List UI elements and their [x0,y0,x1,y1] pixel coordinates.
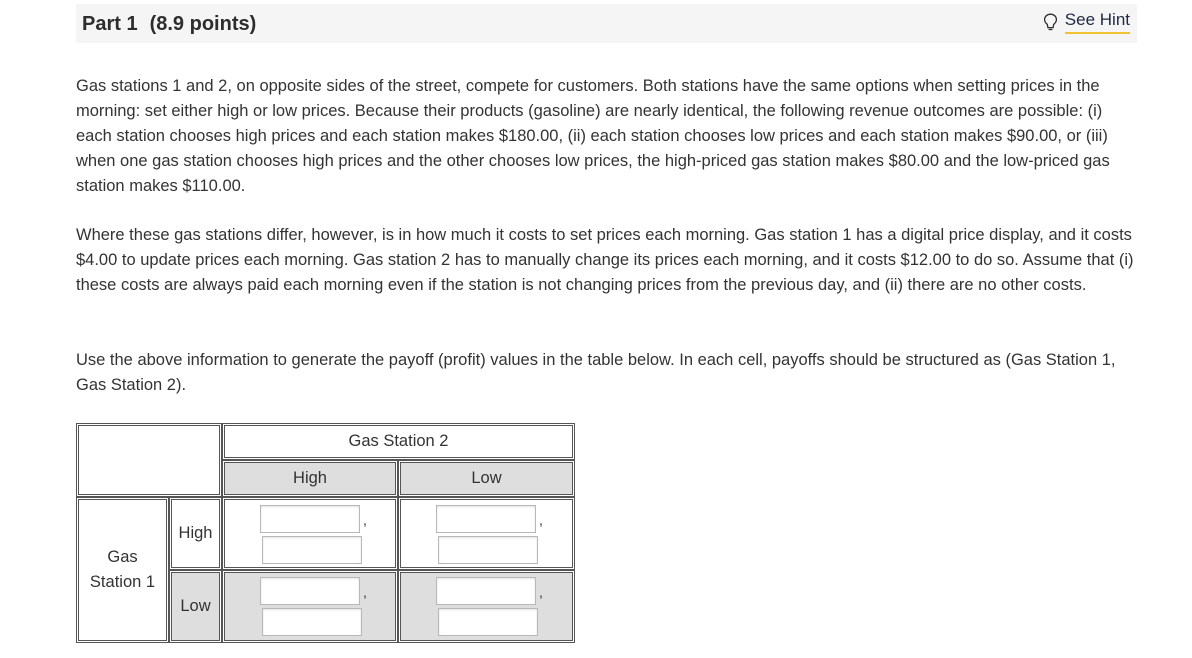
part-header [76,4,1137,43]
payoff-input-low-high-station2[interactable] [262,608,362,636]
matrix-corner [76,423,222,497]
column-low-label: Low [471,469,502,487]
row-low-label: Low [180,597,211,615]
row-header-low [169,570,222,643]
payoff-cell-high-low [398,497,575,570]
lightbulb-icon [1043,13,1058,31]
question-paragraph-3: Use the above information to generate the payoff (profit) values in the table below. In each cell, payoffs should be structured as (Gas Station 1, Gas Station 2). [76,351,1116,394]
question-paragraph-1: Gas stations 1 and 2, on opposite sides of the street, compete for customers. Both stations have the same options when setting prices in the morning: set either high or low prices. Because their products (gasoline) are nearly identical, the following revenue outcomes are possible: (i) each station chooses high prices and each station makes $180.00, (ii) each station chooses low prices and each station makes $90.00, or (iii) when one gas station chooses high prices and the other chooses low prices, the high-priced gas station makes $80.00 and the low-priced gas station makes $110.00. [76,77,1110,195]
payoff-cell-low-high [222,570,398,643]
part-label: Part 1 [82,13,138,35]
payoff-matrix [76,423,575,643]
payoff-separator: , [363,512,367,528]
payoff-input-high-high-station1[interactable] [260,505,360,533]
column-player-label: Gas Station 2 [348,432,449,450]
payoff-cell-high-high [222,497,398,570]
payoff-separator: , [363,584,367,600]
points-label: (8.9 points) [149,13,257,35]
column-header-low [398,460,575,497]
see-hint-label[interactable]: See Hint [1065,10,1130,34]
payoff-separator: , [539,512,543,528]
payoff-cell-low-low [398,570,575,643]
payoff-input-high-high-station2[interactable] [262,536,362,564]
column-header-high [222,460,398,497]
question-paragraph-2: Where these gas stations differ, however, is in how much it costs to set prices each morning. Gas station 1 has a digital price display, and it costs $4.00 to update prices each morning. Gas station 2 has to manually change its prices each morning, and it costs $12.00 to do so. Assume that (i) these costs are always paid each morning even if the station is not changing prices from the previous day, and (ii) there are no other costs. [76,226,1134,294]
row-high-label: High [178,524,213,542]
payoff-separator: , [539,584,543,600]
see-hint-button[interactable] [1043,10,1130,34]
payoff-input-low-low-station1[interactable] [436,577,536,605]
column-player-header [222,423,575,460]
part-title [82,13,256,36]
payoff-input-low-low-station2[interactable] [438,608,538,636]
payoff-input-high-low-station1[interactable] [436,505,536,533]
column-high-label: High [293,469,327,487]
payoff-input-low-high-station1[interactable] [260,577,360,605]
row-header-high [169,497,222,570]
payoff-input-high-low-station2[interactable] [438,536,538,564]
row-player-header [76,497,169,643]
row-player-label: Gas Station 1 [89,548,156,591]
